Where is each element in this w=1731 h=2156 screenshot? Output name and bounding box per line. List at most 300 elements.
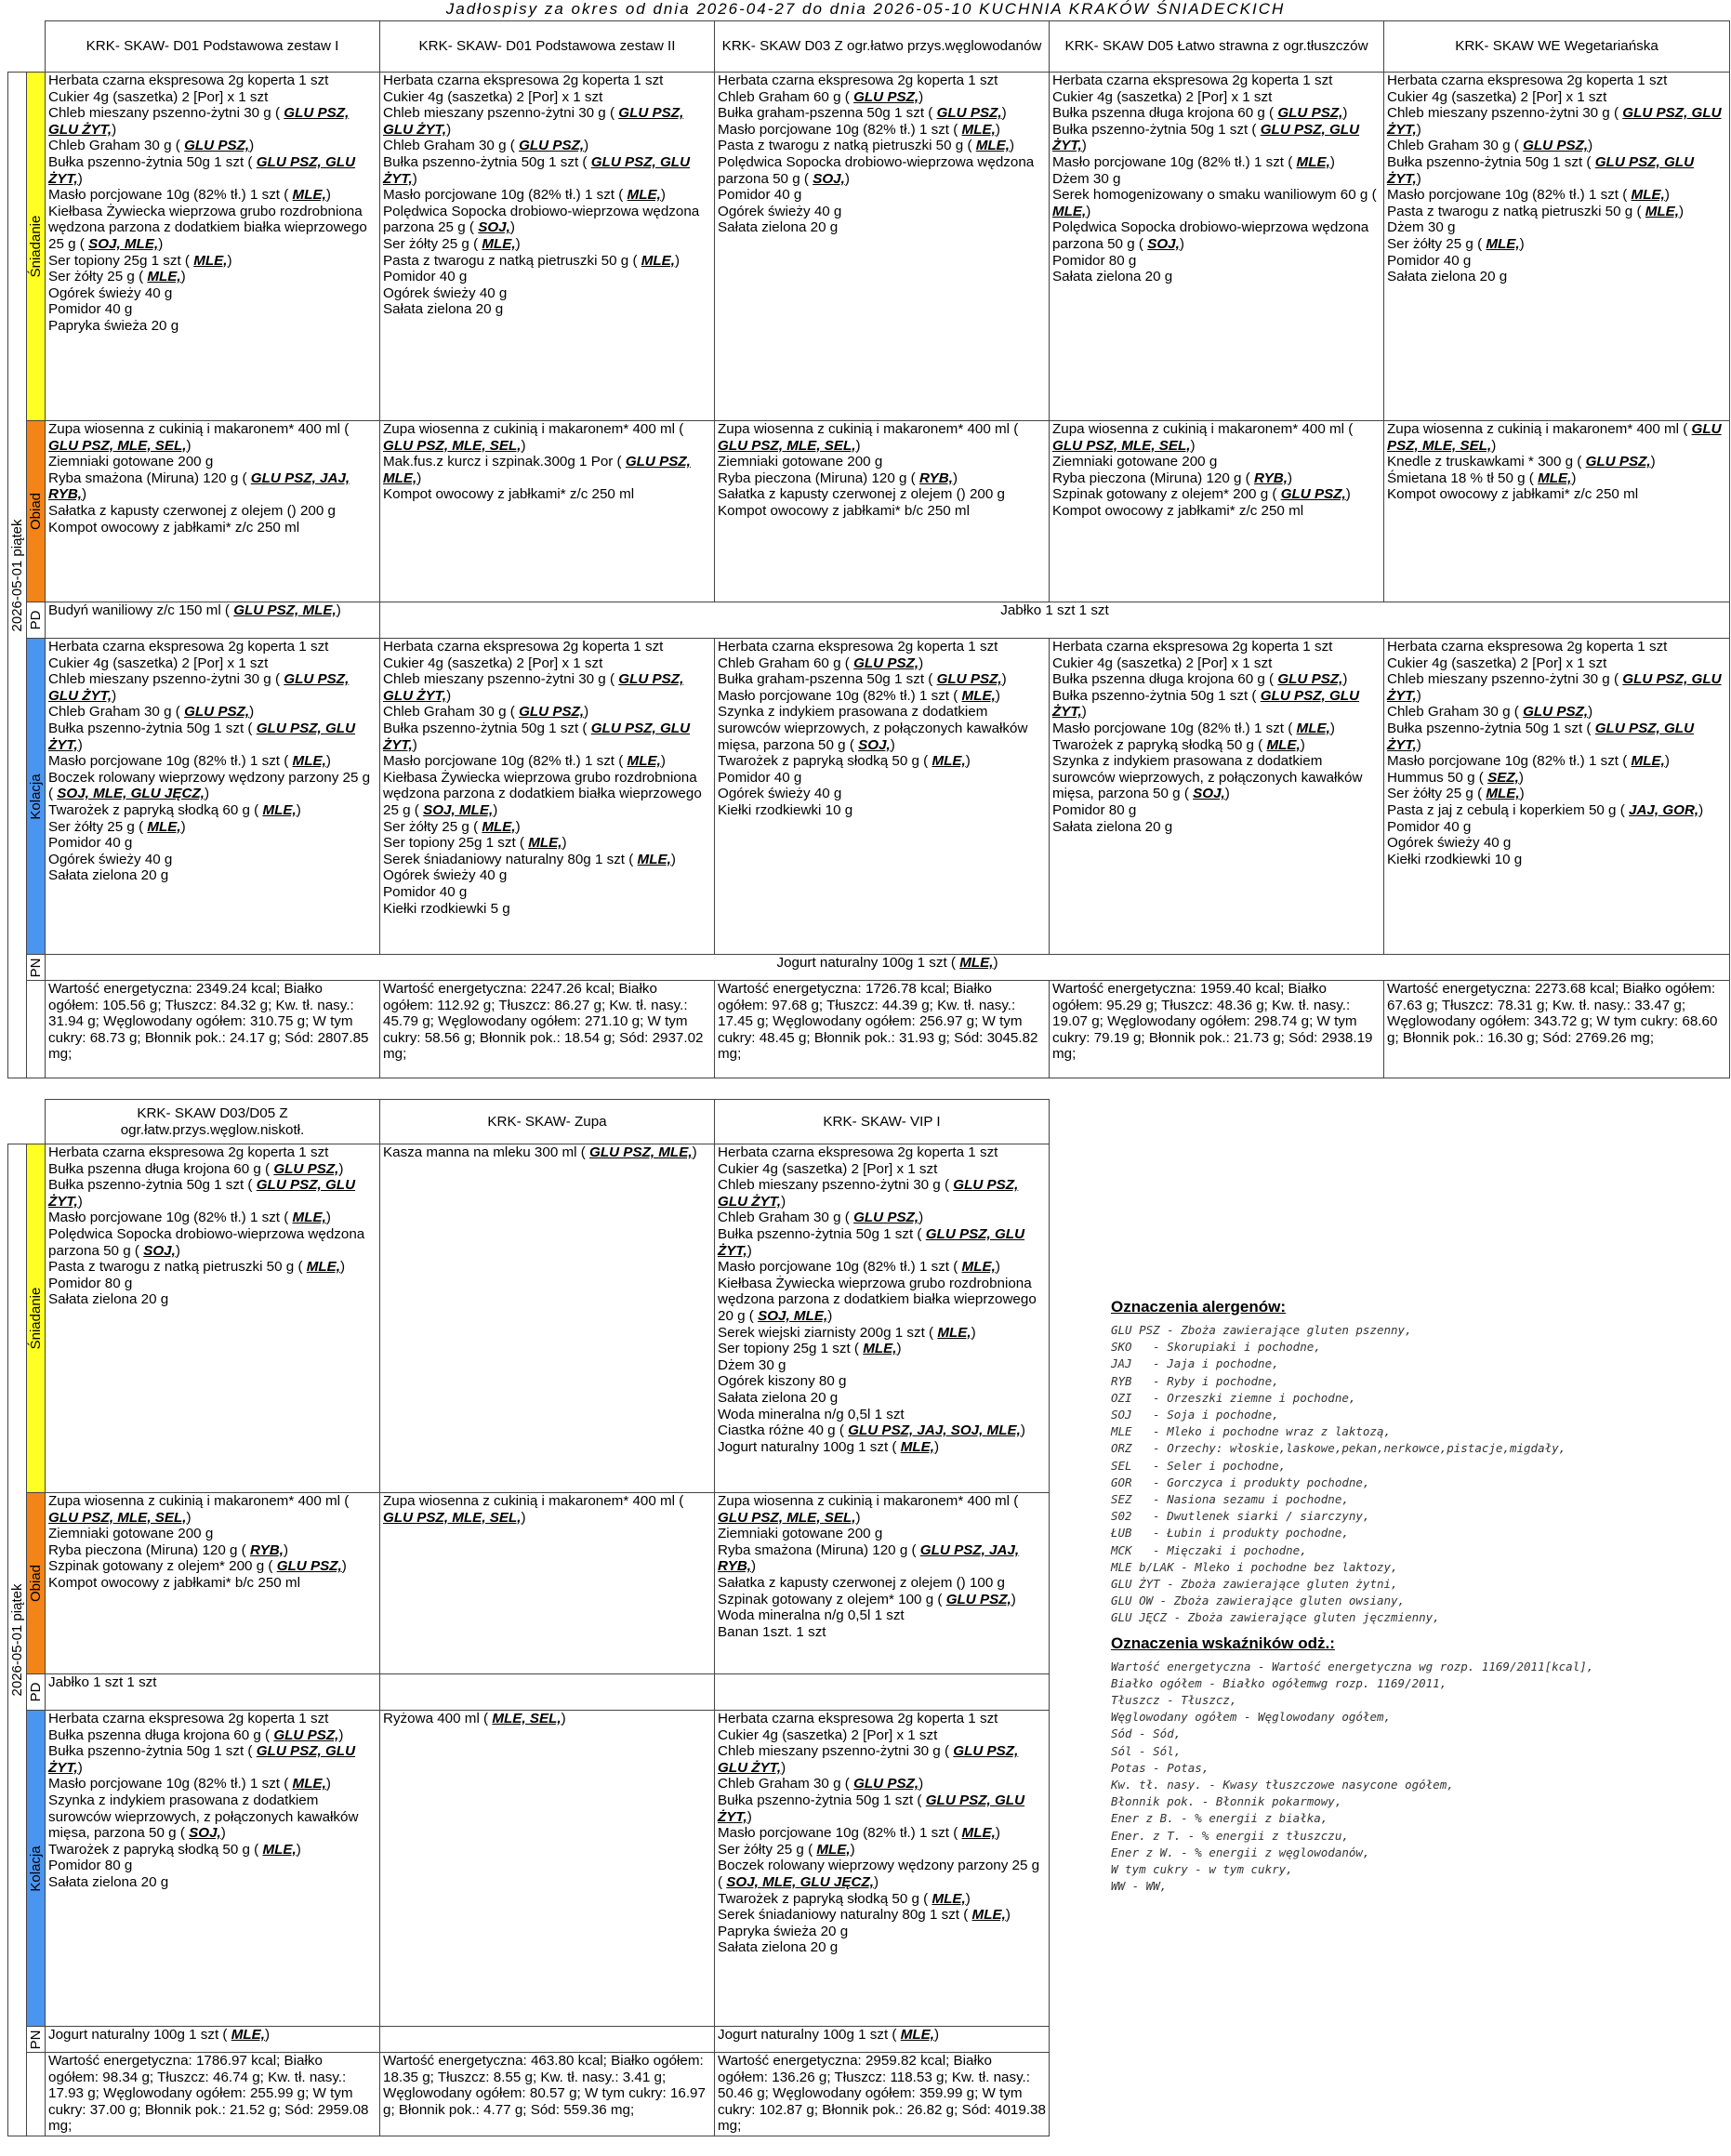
menu-cell-merged xyxy=(46,955,1730,981)
menu-item: Polędwica Sopocka drobiowo-wieprzowa wędzona parzona 50 g ( SOJ,) xyxy=(718,153,1035,187)
menu-item: Boczek rolowany wieprzowy wędzony parzony 25 g ( SOJ, MLE, GLU JĘCZ,) xyxy=(718,1858,1040,1890)
allergen-codes: RYB, xyxy=(918,470,953,486)
allergen-codes: GLU PSZ, xyxy=(853,655,919,671)
allergen-codes: GLU PSZ, MLE, SEL, xyxy=(383,1509,522,1526)
allergen-codes: MLE, xyxy=(863,1341,897,1357)
menu-cell xyxy=(1384,639,1730,955)
menu-item: Dżem 30 g xyxy=(1052,170,1121,187)
allergen-codes: GLU PSZ, MLE, xyxy=(383,454,691,486)
allergen-codes: MLE, xyxy=(262,1841,297,1858)
menu-item: Masło porcjowane 10g (82% tł.) 1 szt ( MLE,) xyxy=(1387,187,1670,204)
menu-item: Ser topiony 25g 1 szt ( MLE,) xyxy=(383,835,567,852)
allergen-codes: GLU PSZ, MLE, SEL, xyxy=(718,1509,856,1526)
menu-item: Ziemniaki gotowane 200 g xyxy=(48,1526,214,1542)
menu-item: Pomidor 40 g xyxy=(718,769,802,786)
allergen-codes: MLE, xyxy=(961,687,996,704)
menu-item: Szynka z indykiem prasowana z dodatkiem surowców wieprzowych, z połączonych kawałków mięsa, parzona 50 g ( SOJ,) xyxy=(718,704,1028,753)
legend-line: MLE b/LAK - Mleko i pochodne bez laktozy, xyxy=(1111,1559,1398,1574)
menu-cell xyxy=(715,1674,1050,1711)
menu-item: Pomidor 40 g xyxy=(383,883,468,900)
menu-item: Serek homogenizowany o smaku waniliowym 60 g ( MLE,) xyxy=(1052,187,1377,219)
menu-item: Szynka z indykiem prasowana z dodatkiem surowców wieprzowych, z połączonych kawałków mięsa, parzona 50 g ( SOJ,) xyxy=(1052,753,1363,802)
menu-item: Bułka pszenno-żytnia 50g 1 szt ( GLU PSZ, GLU ŻYT,) xyxy=(1052,687,1360,721)
menu-item: Ogórek świeży 40 g xyxy=(48,851,173,867)
allergen-codes: MLE, xyxy=(971,1907,1006,1924)
allergen-codes: MLE, xyxy=(231,2027,265,2043)
menu-item: Bułka pszenna długa krojona 60 g ( GLU PSZ,) xyxy=(48,1726,344,1743)
menu-item: Ryba smażona (Miruna) 120 g ( GLU PSZ, JAJ, RYB,) xyxy=(48,470,350,503)
allergen-codes: MLE, xyxy=(1645,203,1680,219)
menu-item: Ogórek świeży 40 g xyxy=(718,786,842,802)
menu-item: Herbata czarna ekspresowa 2g koperta 1 szt xyxy=(718,1144,998,1160)
legend-line: JAJ - Jaja i pochodne, xyxy=(1111,1356,1279,1371)
menu-item: Bułka pszenno-żytnia 50g 1 szt ( GLU PSZ, GLU ŻYT,) xyxy=(718,1225,1025,1259)
menu-item: Ser żółty 25 g ( MLE,) xyxy=(718,1841,855,1858)
menu-item: Ziemniaki gotowane 200 g xyxy=(718,454,883,470)
allergen-codes: MLE, xyxy=(932,753,966,770)
legend-line: SKO - Skorupiaki i pochodne, xyxy=(1111,1340,1321,1355)
nutrition-cell: Wartość energetyczna: 2247.26 kcal; Białko ogółem: 112.92 g; Tłuszcz: 86.27 g; Kw. tł. nasy.: 45.79 g; Węglowodany ogółem: 271.10 g; W tym cukry: 58.56 g; Błonnik pok.: 18.54 g; Sód: 2937.02 mg; xyxy=(380,981,715,1078)
menu-item: Pasta z twarogu z natką pietruszki 50 g ( MLE,) xyxy=(1387,203,1685,219)
menu-cell xyxy=(380,2027,715,2053)
menu-item: Ziemniaki gotowane 200 g xyxy=(48,454,214,470)
menu-cell xyxy=(46,1144,380,1493)
menu-item: Sałata zielona 20 g xyxy=(48,1873,169,1890)
date-cell: 2026-05-01 piątek xyxy=(8,1144,27,2136)
allergen-codes: GLU PSZ, GLU ŻYT, xyxy=(718,1177,1019,1210)
menu-item: Masło porcjowane 10g (82% tł.) 1 szt ( MLE,) xyxy=(718,1825,1000,1842)
menu-item: Zupa wiosenna z cukinią i makaronem* 400 ml ( GLU PSZ, MLE, SEL,) xyxy=(383,1493,684,1526)
menu-item: Pasta z twarogu z natką pietruszki 50 g ( MLE,) xyxy=(718,138,1015,154)
menu-item: Herbata czarna ekspresowa 2g koperta 1 szt xyxy=(48,639,329,655)
allergen-codes: GLU PSZ, xyxy=(276,1558,342,1575)
menu-cell xyxy=(46,602,380,639)
menu-item: Kiełki rzodkiewki 10 g xyxy=(1387,851,1523,867)
allergen-codes: MLE, xyxy=(147,269,181,285)
menu-item: Bułka pszenna długa krojona 60 g ( GLU PSZ,) xyxy=(1052,671,1348,688)
menu-item: Dżem 30 g xyxy=(718,1356,786,1373)
nutrition-cell: Wartość energetyczna: 2349.24 kcal; Białko ogółem: 105.56 g; Tłuszcz: 84.32 g; Kw. tł. nasy.: 31.94 g; Węglowodany ogółem: 310.75 g; W tym cukry: 68.73 g; Błonnik pok.: 24.17 g; Sód: 2807.85 mg; xyxy=(46,981,380,1078)
menu-item: Pomidor 40 g xyxy=(718,187,802,204)
allergen-codes: MLE, xyxy=(1631,753,1665,770)
allergen-codes: MLE, xyxy=(975,138,1011,154)
allergen-codes: MLE, xyxy=(627,187,661,204)
meal-label-kolacja: Kolacja xyxy=(27,1711,46,2027)
menu-item: Sałatka z kapusty czerwonej z olejem () 100 g xyxy=(718,1574,1005,1591)
menu-item: Chleb mieszany pszenno-żytni 30 g ( GLU PSZ, GLU ŻYT,) xyxy=(718,1743,1019,1776)
menu-item: Pomidor 80 g xyxy=(1052,801,1137,818)
allergen-codes: GLU PSZ, xyxy=(853,1776,919,1792)
allergen-codes: GLU PSZ, GLU ŻYT, xyxy=(1052,121,1360,154)
meal-label-pn: PN xyxy=(27,2027,46,2053)
menu-item: Ryba pieczona (Miruna) 120 g ( RYB,) xyxy=(718,470,958,486)
allergen-codes: GLU PSZ, GLU ŻYT, xyxy=(718,1792,1025,1825)
menu-cell xyxy=(715,1144,1050,1493)
menu-item: Ser żółty 25 g ( MLE,) xyxy=(48,818,186,835)
allergen-codes: GLU PSZ, JAJ, SOJ, MLE, xyxy=(848,1422,1021,1439)
date-cell: 2026-05-01 piątek xyxy=(8,73,27,1078)
diet-header: KRK- SKAW D05 Łatwo strawna z ogr.tłuszczów xyxy=(1050,21,1384,73)
menu-item: Pomidor 40 g xyxy=(48,835,133,852)
allergen-codes: GLU PSZ, MLE, SEL, xyxy=(48,437,187,454)
nutrition-cell: Wartość energetyczna: 1726.78 kcal; Białko ogółem: 97.68 g; Tłuszcz: 44.39 g; Kw. tł. nasy.: 17.45 g; Węglowodany ogółem: 256.97 g; W tym cukry: 48.45 g; Błonnik pok.: 31.93 g; Sód: 3045.82 mg; xyxy=(715,981,1050,1078)
menu-cell xyxy=(1384,421,1730,602)
legend-line: Sól - Sól, xyxy=(1111,1743,1182,1758)
menu-item: Kiełbasa Żywiecka wieprzowa grubo rozdrobniona wędzona parzona z dodatkiem białka wieprzowego 25 g ( SOJ, MLE,) xyxy=(383,769,702,818)
menu-item: Twarożek z papryką słodką 50 g ( MLE,) xyxy=(718,1890,971,1907)
allergen-codes: RYB, xyxy=(1253,470,1288,486)
allergen-codes: MLE, xyxy=(1486,786,1520,802)
allergen-codes: MLE, xyxy=(292,1210,326,1226)
menu-item: Ogórek świeży 40 g xyxy=(48,284,173,301)
menu-item: Masło porcjowane 10g (82% tł.) 1 szt ( MLE,) xyxy=(48,187,331,204)
menu-item: Zupa wiosenna z cukinią i makaronem* 400 ml ( GLU PSZ, MLE, SEL,) xyxy=(48,1493,350,1526)
menu-item: Cukier 4g (saszetka) 2 [Por] x 1 szt xyxy=(718,1726,938,1743)
menu-table-2 xyxy=(7,1099,1050,2136)
menu-item: Sałatka z kapusty czerwonej z olejem () 200 g xyxy=(48,502,336,519)
menu-item: Woda mineralna n/g 0,5l 1 szt xyxy=(718,1406,905,1422)
diet-header: KRK- SKAW D03 Z ogr.łatwo przys.węglowodanów xyxy=(715,21,1050,73)
allergen-codes: GLU PSZ, xyxy=(1280,486,1346,503)
menu-cell xyxy=(1050,639,1384,955)
menu-item: Ser żółty 25 g ( MLE,) xyxy=(1387,786,1525,802)
menu-item: Ser topiony 25g 1 szt ( MLE,) xyxy=(48,252,232,269)
allergen-codes: GLU PSZ, GLU ŻYT, xyxy=(383,671,684,704)
allergen-codes: MLE, xyxy=(961,1825,996,1842)
menu-item: Chleb Graham 30 g ( GLU PSZ,) xyxy=(383,138,589,154)
menu-item: Sałata zielona 20 g xyxy=(1387,269,1508,285)
menu-item: Kompot owocowy z jabłkami* b/c 250 ml xyxy=(718,502,970,519)
menu-item: Kompot owocowy z jabłkami* z/c 250 ml xyxy=(1387,486,1639,503)
menu-item: Dżem 30 g xyxy=(1387,219,1456,236)
allergen-codes: GLU PSZ, GLU ŻYT, xyxy=(48,671,350,704)
menu-item: Bułka pszenno-żytnia 50g 1 szt ( GLU PSZ, GLU ŻYT,) xyxy=(1387,720,1695,753)
allergen-codes: GLU PSZ, GLU ŻYT, xyxy=(48,105,350,138)
allergen-codes: GLU PSZ, xyxy=(519,138,585,154)
allergen-codes: MLE, xyxy=(1631,187,1665,204)
menu-item: Twarożek z papryką słodką 50 g ( MLE,) xyxy=(718,753,971,770)
allergen-codes: GLU PSZ, xyxy=(273,1160,339,1177)
allergen-codes: MLE, xyxy=(961,1259,996,1276)
menu-item: Bułka pszenna długa krojona 60 g ( GLU PSZ,) xyxy=(48,1160,344,1177)
menu-item: Chleb Graham 60 g ( GLU PSZ,) xyxy=(718,655,924,671)
menu-item: Pomidor 40 g xyxy=(1387,252,1472,269)
menu-cell xyxy=(380,639,715,955)
menu-item: Zupa wiosenna z cukinią i makaronem* 400 ml ( GLU PSZ, MLE, SEL,) xyxy=(383,421,684,454)
menu-item: Masło porcjowane 10g (82% tł.) 1 szt ( MLE,) xyxy=(718,1259,1000,1276)
legend-line: Błonnik pok. - Błonnik pokarmowy, xyxy=(1111,1794,1342,1809)
allergen-codes: GLU PSZ, JAJ, RYB, xyxy=(718,1541,1020,1575)
meal-label-kolacja: Kolacja xyxy=(27,639,46,955)
allergen-codes: MLE, xyxy=(900,2027,934,2043)
legend-line: SEZ - Nasiona sezamu i pochodne, xyxy=(1111,1492,1349,1507)
menu-item: Herbata czarna ekspresowa 2g koperta 1 szt xyxy=(1387,639,1668,655)
allergen-codes: GLU PSZ, GLU ŻYT, xyxy=(383,105,684,138)
allergens-list xyxy=(1111,1322,1706,1627)
menu-item: Jogurt naturalny 100g 1 szt ( MLE,) xyxy=(718,2027,940,2043)
menu-cell xyxy=(46,421,380,602)
menu-item: Ryba pieczona (Miruna) 120 g ( RYB,) xyxy=(48,1541,289,1558)
menu-item: Bułka pszenno-żytnia 50g 1 szt ( GLU PSZ, GLU ŻYT,) xyxy=(1052,121,1360,154)
allergen-codes: GLU PSZ, xyxy=(184,704,250,721)
allergen-codes: MLE, xyxy=(627,753,661,770)
legend-line: W tym cukry - w tym cukry, xyxy=(1111,1862,1293,1877)
allergen-codes: SOJ, xyxy=(143,1242,176,1259)
menu-item: Chleb Graham 60 g ( GLU PSZ,) xyxy=(718,88,924,105)
menu-item: Pasta z twarogu z natką pietruszki 50 g ( MLE,) xyxy=(383,252,681,269)
menu-item: Kiełbasa Żywiecka wieprzowa grubo rozdrobniona wędzona parzona z dodatkiem białka wieprzowego 20 g ( SOJ, MLE,) xyxy=(718,1275,1037,1324)
allergen-codes: GLU PSZ, MLE, xyxy=(233,602,337,618)
menu-item: Pomidor 40 g xyxy=(1387,818,1472,835)
menu-item: Kasza manna na mleku 300 ml ( GLU PSZ, MLE,) xyxy=(383,1144,697,1160)
allergen-codes: GLU PSZ, xyxy=(936,671,1002,688)
menu-cell xyxy=(715,1493,1050,1674)
menu-item: Ciastka różne 40 g ( GLU PSZ, JAJ, SOJ, MLE,) xyxy=(718,1422,1025,1439)
allergen-codes: SOJ, MLE, xyxy=(88,235,159,252)
menu-item: Bułka pszenno-żytnia 50g 1 szt ( GLU PSZ, GLU ŻYT,) xyxy=(48,153,356,187)
legend-line: Węglowodany ogółem - Węglowodany ogółem, xyxy=(1111,1710,1392,1725)
allergen-codes: GLU PSZ, xyxy=(1277,671,1343,688)
allergen-codes: SOJ, xyxy=(478,219,510,236)
legend-line: GLU PSZ - Zboża zawierające gluten pszenny, xyxy=(1111,1323,1412,1337)
allergen-codes: GLU PSZ, MLE, SEL, xyxy=(383,437,522,454)
allergen-codes: GLU PSZ, MLE, SEL, xyxy=(48,1509,187,1526)
allergen-codes: SOJ, MLE, GLU JĘCZ, xyxy=(726,1873,874,1890)
menu-item: Pomidor 80 g xyxy=(48,1275,133,1291)
legend-line: Potas - Potas, xyxy=(1111,1760,1209,1775)
menu-item: Herbata czarna ekspresowa 2g koperta 1 szt xyxy=(1387,73,1668,88)
menu-cell xyxy=(715,421,1050,602)
menu-item: Cukier 4g (saszetka) 2 [Por] x 1 szt xyxy=(48,655,269,671)
menu-item: Herbata czarna ekspresowa 2g koperta 1 szt xyxy=(48,1144,329,1160)
menu-item: Herbata czarna ekspresowa 2g koperta 1 szt xyxy=(48,73,329,88)
menu-cell xyxy=(715,73,1050,421)
menu-item: Bułka graham-pszenna 50g 1 szt ( GLU PSZ,) xyxy=(718,105,1007,122)
legend-line: ORZ - Orzechy: włoskie,laskowe,pekan,nerkowce,pistacje,migdały, xyxy=(1111,1441,1566,1456)
menu-item: Ziemniaki gotowane 200 g xyxy=(1052,454,1218,470)
allergen-codes: GLU PSZ, xyxy=(936,105,1002,122)
allergen-codes: GLU PSZ, GLU ŻYT, xyxy=(383,720,691,753)
menu-cell xyxy=(715,2027,1050,2053)
meal-label-pn: PN xyxy=(27,955,46,981)
menu-cell xyxy=(380,1674,715,1711)
allergen-codes: GLU PSZ, GLU ŻYT, xyxy=(48,1743,356,1776)
allergen-codes: JAJ, GOR, xyxy=(1629,801,1699,818)
menu-item: Knedle z truskawkami * 300 g ( GLU PSZ,) xyxy=(1387,454,1656,470)
allergen-codes: GLU PSZ, GLU ŻYT, xyxy=(718,1225,1025,1259)
allergen-codes: GLU PSZ, xyxy=(184,138,250,154)
menu-cell xyxy=(380,1144,715,1493)
legend-line: GOR - Gorczyca i produkty pochodne, xyxy=(1111,1475,1370,1489)
indicators-title: Oznaczenia wskaźników odż.: xyxy=(1111,1634,1335,1652)
allergen-codes: MLE, xyxy=(932,1890,966,1907)
menu-item: Masło porcjowane 10g (82% tł.) 1 szt ( MLE,) xyxy=(718,687,1000,704)
menu-cell-merged: Jabłko 1 szt 1 szt xyxy=(380,602,1730,639)
diet-header: KRK- SKAW D03/D05 Z ogr.łatw.przys.węglow.niskotł. xyxy=(46,1100,380,1144)
menu-item: Chleb Graham 30 g ( GLU PSZ,) xyxy=(383,704,589,721)
menu-item: Papryka świeża 20 g xyxy=(48,317,179,334)
allergen-codes: MLE, xyxy=(816,1841,851,1858)
menu-item: Bułka pszenno-żytnia 50g 1 szt ( GLU PSZ, GLU ŻYT,) xyxy=(718,1792,1025,1825)
menu-item: Cukier 4g (saszetka) 2 [Por] x 1 szt xyxy=(48,88,269,105)
menu-item: Twarożek z papryką słodką 50 g ( MLE,) xyxy=(48,1841,301,1858)
legend-line: WW - WW, xyxy=(1111,1879,1168,1894)
menu-item: Bułka pszenno-żytnia 50g 1 szt ( GLU PSZ, GLU ŻYT,) xyxy=(48,1177,356,1210)
allergen-codes: GLU PSZ, GLU ŻYT, xyxy=(1387,105,1722,138)
menu-cell xyxy=(715,1711,1050,2027)
menu-item: Kompot owocowy z jabłkami* z/c 250 ml xyxy=(48,519,300,536)
allergen-codes: GLU PSZ, xyxy=(1585,454,1651,470)
menu-item: Sałata zielona 20 g xyxy=(383,301,504,318)
allergen-codes: MLE, xyxy=(306,1259,341,1276)
menu-item: Kompot owocowy z jabłkami* z/c 250 ml xyxy=(1052,502,1304,519)
menu-item: Hummus 50 g ( SEZ,) xyxy=(1387,769,1524,786)
menu-item: Chleb Graham 30 g ( GLU PSZ,) xyxy=(1387,138,1593,154)
allergen-codes: GLU PSZ, GLU ŻYT, xyxy=(48,720,356,753)
legend-line: S02 - Dwutlenek siarki / siarczyny, xyxy=(1111,1509,1370,1524)
page-title: Jadłospisy za okres od dnia 2026-04-27 do dnia 2026-05-10 KUCHNIA KRAKÓW ŚNIADECKICH xyxy=(445,0,1286,18)
legend-line: GLU JĘCZ - Zboża zawierające gluten jęczmienny, xyxy=(1111,1610,1440,1625)
legend-line: ŁUB - Łubin i produkty pochodne, xyxy=(1111,1526,1349,1541)
meal-label-sniadanie: Śniadanie xyxy=(27,73,46,421)
menu-cell xyxy=(46,1674,380,1711)
menu-item: Herbata czarna ekspresowa 2g koperta 1 szt xyxy=(718,73,998,88)
menu-cell xyxy=(380,73,715,421)
legend-line: Tłuszcz - Tłuszcz, xyxy=(1111,1693,1237,1708)
menu-item: Cukier 4g (saszetka) 2 [Por] x 1 szt xyxy=(383,655,603,671)
allergen-codes: GLU PSZ, GLU ŻYT, xyxy=(1052,687,1360,721)
menu-item: Herbata czarna ekspresowa 2g koperta 1 szt xyxy=(1052,73,1333,88)
menu-item: Bułka pszenno-żytnia 50g 1 szt ( GLU PSZ, GLU ŻYT,) xyxy=(48,720,356,753)
legend-line: RYB - Ryby i pochodne, xyxy=(1111,1373,1279,1388)
menu-item: Cukier 4g (saszetka) 2 [Por] x 1 szt xyxy=(718,1160,938,1177)
allergen-codes: MLE, xyxy=(482,235,516,252)
menu-item: Sałata zielona 20 g xyxy=(1052,269,1173,285)
menu-item: Ziemniaki gotowane 200 g xyxy=(718,1526,883,1542)
menu-item: Masło porcjowane 10g (82% tł.) 1 szt ( MLE,) xyxy=(48,1210,331,1226)
menu-item: Jabłko 1 szt 1 szt xyxy=(48,1674,157,1690)
menu-item: Sałata zielona 20 g xyxy=(48,1291,169,1308)
allergen-codes: MLE, xyxy=(1538,470,1572,486)
nutrition-cell: Wartość energetyczna: 1959.40 kcal; Białko ogółem: 95.29 g; Tłuszcz: 48.36 g; Kw. tł. nasy.: 19.07 g; Węglowodany ogółem: 298.74 g; W tym cukry: 79.19 g; Błonnik pok.: 21.73 g; Sód: 2938.19 mg; xyxy=(1050,981,1384,1078)
indicators-list xyxy=(1111,1659,1706,1896)
allergen-codes: MLE, xyxy=(961,121,996,138)
allergen-codes: GLU PSZ, MLE, xyxy=(589,1144,693,1160)
menu-item: Kiełki rzodkiewki 10 g xyxy=(718,801,853,818)
menu-item: Zupa wiosenna z cukinią i makaronem* 400 ml ( GLU PSZ, MLE, SEL,) xyxy=(718,421,1019,454)
menu-cell xyxy=(1050,73,1384,421)
legend-line: GLU OW - Zboża zawierające gluten owsiany, xyxy=(1111,1594,1406,1608)
allergen-codes: GLU PSZ, xyxy=(273,1726,339,1743)
allergen-codes: MLE, xyxy=(193,252,228,269)
meal-label-pd: PD xyxy=(27,602,46,639)
menu-item: Polędwica Sopocka drobiowo-wieprzowa wędzona parzona 50 g ( SOJ,) xyxy=(1052,219,1369,252)
allergens-title: Oznaczenia alergenów: xyxy=(1111,1298,1286,1316)
legend-line: MLE - Mleko i pochodne wraz z laktozą, xyxy=(1111,1424,1392,1439)
menu-item: Masło porcjowane 10g (82% tł.) 1 szt ( MLE,) xyxy=(48,753,331,770)
allergen-codes: GLU PSZ, JAJ, RYB, xyxy=(48,470,350,503)
menu-cell xyxy=(1050,421,1384,602)
menu-item: Papryka świeża 20 g xyxy=(718,1923,849,1939)
allergen-codes: MLE, xyxy=(637,851,671,867)
menu-item: Jogurt naturalny 100g 1 szt ( MLE,) xyxy=(776,955,998,971)
menu-cell xyxy=(46,639,380,955)
diet-header: KRK- SKAW- D01 Podstawowa zestaw II xyxy=(380,21,715,73)
allergen-codes: GLU PSZ, xyxy=(1277,105,1343,122)
legend-line: SEL - Seler i pochodne, xyxy=(1111,1458,1287,1473)
menu-item: Pomidor 80 g xyxy=(48,1858,133,1874)
menu-item: Cukier 4g (saszetka) 2 [Por] x 1 szt xyxy=(1052,88,1273,105)
menu-item: Herbata czarna ekspresowa 2g koperta 1 szt xyxy=(383,73,664,88)
menu-item: Chleb Graham 30 g ( GLU PSZ,) xyxy=(48,704,255,721)
menu-item: Ryżowa 400 ml ( MLE, SEL,) xyxy=(383,1711,566,1726)
menu-item: Mak.fus.z kurcz i szpinak.300g 1 Por ( GLU PSZ, MLE,) xyxy=(383,454,691,486)
allergen-codes: GLU PSZ, MLE, SEL, xyxy=(1052,437,1191,454)
menu-item: Sałata zielona 20 g xyxy=(1052,818,1173,835)
menu-item: Cukier 4g (saszetka) 2 [Por] x 1 szt xyxy=(1052,655,1273,671)
legend xyxy=(1111,1298,1706,1896)
menu-cell xyxy=(46,73,380,421)
allergen-codes: MLE, xyxy=(641,252,676,269)
legend-line: Ener z B. - % energii z białka, xyxy=(1111,1811,1328,1826)
allergen-codes: SOJ, MLE, GLU JĘCZ, xyxy=(57,786,205,802)
menu-item: Chleb mieszany pszenno-żytni 30 g ( GLU PSZ, GLU ŻYT,) xyxy=(1387,671,1722,704)
allergen-codes: SOJ, MLE, xyxy=(758,1307,828,1324)
menu-item: Zupa wiosenna z cukinią i makaronem* 400 ml ( GLU PSZ, MLE, SEL,) xyxy=(718,1493,1019,1526)
menu-item: Chleb mieszany pszenno-żytni 30 g ( GLU PSZ, GLU ŻYT,) xyxy=(718,1177,1019,1210)
menu-item: Herbata czarna ekspresowa 2g koperta 1 szt xyxy=(48,1711,329,1726)
menu-item: Herbata czarna ekspresowa 2g koperta 1 szt xyxy=(718,639,998,655)
legend-line: Ener. z T. - % energii z tłuszczu, xyxy=(1111,1828,1349,1843)
allergen-codes: GLU PSZ, MLE, SEL, xyxy=(718,437,856,454)
menu-item: Masło porcjowane 10g (82% tł.) 1 szt ( MLE,) xyxy=(718,121,1000,138)
menu-item: Zupa wiosenna z cukinią i makaronem* 400 ml ( GLU PSZ, MLE, SEL,) xyxy=(1387,421,1722,454)
menu-item: Jogurt naturalny 100g 1 szt ( MLE,) xyxy=(718,1438,940,1455)
allergen-codes: GLU PSZ, GLU ŻYT, xyxy=(48,153,356,187)
menu-item: Jogurt naturalny 100g 1 szt ( MLE,) xyxy=(48,2027,271,2043)
menu-item: Kompot owocowy z jabłkami* z/c 250 ml xyxy=(383,486,635,503)
legend-line: GLU ŻYT - Zboża zawierające gluten żytni, xyxy=(1111,1577,1398,1592)
menu-item: Sałata zielona 20 g xyxy=(48,867,169,884)
menu-item: Pasta z jaj z cebulą i koperkiem 50 g ( JAJ, GOR,) xyxy=(1387,801,1704,818)
menu-item: Chleb mieszany pszenno-żytni 30 g ( GLU PSZ, GLU ŻYT,) xyxy=(1387,105,1722,138)
menu-cell xyxy=(46,2027,380,2053)
menu-table-1 xyxy=(7,20,1730,1078)
allergen-codes: GLU PSZ, xyxy=(853,1210,919,1226)
menu-item: Kompot owocowy z jabłkami* b/c 250 ml xyxy=(48,1574,300,1591)
menu-item: Banan 1szt. 1 szt xyxy=(718,1623,826,1640)
menu-item: Ser żółty 25 g ( MLE,) xyxy=(383,818,521,835)
diet-header: KRK- SKAW- VIP I xyxy=(715,1100,1050,1144)
allergen-codes: MLE, xyxy=(900,1438,934,1455)
menu-item: Pomidor 40 g xyxy=(48,301,133,318)
allergen-codes: GLU PSZ, GLU ŻYT, xyxy=(1387,671,1722,704)
legend-line: Kw. tł. nasy. - Kwasy tłuszczowe nasycone ogółem, xyxy=(1111,1778,1454,1792)
menu-item: Masło porcjowane 10g (82% tł.) 1 szt ( MLE,) xyxy=(383,187,666,204)
allergen-codes: MLE, xyxy=(937,1324,971,1341)
allergen-codes: MLE, xyxy=(528,835,562,852)
allergen-codes: MLE, xyxy=(1486,235,1520,252)
allergen-codes: GLU PSZ, MLE, SEL, xyxy=(1387,421,1722,454)
menu-item: Herbata czarna ekspresowa 2g koperta 1 szt xyxy=(383,639,664,655)
menu-item: Chleb mieszany pszenno-żytni 30 g ( GLU PSZ, GLU ŻYT,) xyxy=(383,105,684,138)
menu-item: Kiełbasa Żywiecka wieprzowa grubo rozdrobniona wędzona parzona z dodatkiem białka wieprzowego 25 g ( SOJ, MLE,) xyxy=(48,203,367,252)
menu-item: Chleb mieszany pszenno-żytni 30 g ( GLU PSZ, GLU ŻYT,) xyxy=(383,671,684,704)
allergen-codes: SOJ, MLE, xyxy=(423,801,494,818)
nutrition-cell: Wartość energetyczna: 2959.82 kcal; Białko ogółem: 136.26 g; Tłuszcz: 118.53 g; Kw. tł. nasy.: 50.46 g; Węglowodany ogółem: 359.99 g; W tym cukry: 102.87 g; Błonnik pok.: 26.82 g; Sód: 4019.38 mg; xyxy=(715,2053,1050,2136)
allergen-codes: GLU PSZ, GLU ŻYT, xyxy=(1387,153,1695,187)
menu-cell xyxy=(380,1711,715,2027)
